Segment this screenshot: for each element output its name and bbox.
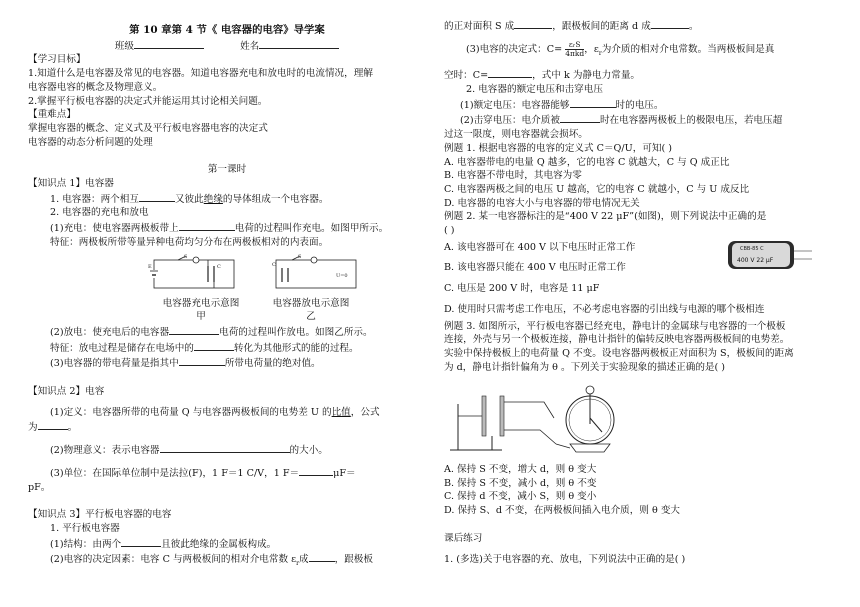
discharging-circuit-diagram [270,254,362,294]
example-3-stem-b: 连接，外壳与另一个极板连接，静电计指针的偏转反映电容器两极板间的电势差。 [444,334,790,346]
example-2-option-a: A. 该电容器可在 400 V 以下电压时正常工作 [444,241,636,253]
kp3-item-1: 1. 平行板电容器 [50,522,120,534]
example-3-stem-a: 例题 3. 如图所示，平行板电容器已经充电，静电计的金属球与电容器的一个极板 [444,320,786,332]
kp1-discharge-feature: 特征：放电过程是储存在电场中的 转化为其他形式的能的过程。 [28,340,426,356]
svg-text:S: S [184,253,188,260]
example-3-option-a: A. 保持 S 不变，增大 d，则 θ 变大 [444,464,597,476]
formula-numerator: εᵣS [565,41,584,50]
class-label: 班级 [114,40,134,52]
decision-formula: (3)电容的决定式：C= εᵣS 4πkd ，$\varepsilon_r$为介质的相对介电常数。当两极板间是真 [466,39,775,58]
kp1-discharge: (2)放电：使充电后的电容器 电荷的过程叫作放电。如图乙所示。 [28,324,426,340]
practice-header: 课后练习 [444,532,483,544]
class-blank [134,38,204,49]
vacuum-formula: 空时：C= ，式中 k 为静电力常量。 [444,67,836,83]
example-3-option-d: D. 保持 S、d 不变，在两极板间插入电介质，则 θ 变大 [444,505,681,517]
figure-captions [146,297,426,311]
breakdown-voltage: (2)击穿电压：电介质被 时在电容器两极板上的极限电压，若电压超 [444,112,836,128]
svg-text:E: E [148,263,152,270]
area-distance-line: 的正对面积 S 成 ，跟极板间的距离 d 成 。 [444,18,836,34]
svg-text:C: C [272,261,276,268]
kp1-charge: (1)充电：使电容器两极板带上 电荷的过程叫作充电。如图甲所示。 [28,220,426,236]
left-column [28,22,426,571]
example-3-stem-d: 为 d，静电计指针偏角为 θ 。下列关于实验现象的描述正确的是( ) [444,361,726,373]
class-name-line [28,38,426,54]
kp3-structure: (1)结构：由两个 且彼此绝缘的金属板构成。 [28,536,426,552]
example-3-option-b: B. 保持 S 不变，减小 d，则 θ 不变 [444,477,597,489]
right-column [444,18,836,566]
example-3-stem-c: 实验中保持极板上的电荷量 Q 不变。设电容器两极板正对面积为 S，极板间的距离 [444,347,794,359]
name-blank [259,38,339,49]
circuit-figures [148,254,426,294]
example-2-option-c: C. 电压是 200 V 时，电容是 11 μF [444,283,600,295]
kp2-unit-cont: pF。 [28,481,51,493]
electrometer-apparatus-diagram [444,378,654,456]
example-1-option-b: B. 电容器不带电时，其电容为零 [444,170,582,182]
svg-text:U=0: U=0 [336,272,348,279]
svg-text:S: S [298,253,302,260]
example-2-paren: ( ) [444,225,455,237]
example-1-option-d: D. 电容器的电容大小与电容器的带电情况无关 [444,197,640,209]
example-1-stem: 例题 1. 根据电容器的电容的定义式 C＝Q/U，可知( ) [444,142,673,154]
example-2-stem: 例题 2. 某一电容器标注的是“400 V 22 μF”(如图)，则下列说法中正确的是 [444,211,767,223]
kp2-unit: (3)单位：在国际单位制中是法拉(F)，1 F＝1 C/V，1 F＝ μF＝ [28,465,426,481]
svg-text:C: C [217,263,221,270]
example-2-option-d: D. 使用时只需考虑工作电压，不必考虑电容器的引出线与电源的哪个极相连 [444,303,765,315]
example-1-option-a: A. 电容器带电的电量 Q 越多，它的电容 C 就越大，C 与 Q 成正比 [444,156,730,168]
kp1-item-2: 2. 电容器的充电和放电 [50,207,149,219]
goals-header: 【学习目标】 [28,54,86,66]
kp1-header: 【知识点 1】电容器 [28,178,114,190]
goal-1b: 电容器电容的概念及物理意义。 [28,81,163,93]
rated-voltage: (1)额定电压：电容器能够 时的电压。 [444,97,836,113]
example-2-options [444,241,836,317]
kp1-charge-amount: (3)电容器的带电荷量是指其中 所带电荷量的绝对值。 [28,355,426,371]
figure-labels [146,310,426,324]
charging-circuit-diagram [148,254,240,294]
kp1-charge-feature: 特征：两极板所带等量异种电荷均匀分布在两极板相对的内表面。 [50,236,329,248]
figure-label-yi: 乙 [306,311,316,323]
kp3-header: 【知识点 3】平行板电容器的电容 [28,509,172,521]
goal-1a: 1.知道什么是电容器及常见的电容器。知道电容器充电和放电时的电流情况，理解 [28,68,373,80]
key-header: 【重难点】 [28,109,76,121]
practice-question-1: 1. (多选)关于电容器的充、放电，下列说法中正确的是( ) [444,553,686,565]
capacitor-model-text: CBB-85 C [740,245,764,252]
goal-2: 2.掌握平行板电容器的决定式并能运用其讨论相关问题。 [28,95,268,107]
rated-voltage-header: 2. 电容器的额定电压和击穿电压 [466,84,603,96]
charging-caption: 电容器充电示意图 [162,297,240,309]
kp3-factors: (2)电容的决定因素：电容 C 与两极板间的相对介电常数 $\varepsilon_r$成 ，跟极板 [28,551,426,571]
kp2-meaning: (2)物理意义：表示电容器 的大小。 [28,442,426,458]
example-1-option-c: C. 电容器两极之间的电压 U 越高，它的电容 C 就越小，C 与 U 成反比 [444,183,750,195]
key-point-1: 掌握电容器的概念、定义式及平行板电容器电容的决定式 [28,122,268,134]
capacitor-rating-text: 400 V 22 μF [737,256,774,264]
discharging-caption: 电容器放电示意图 [272,297,350,309]
figure-label-jia: 甲 [196,311,206,323]
kp1-item-1: 1. 电容器：两个相互 又彼此绝缘的导体组成一个电容器。 [28,191,426,207]
example-2-option-b: B. 该电容器只能在 400 V 电压时正常工作 [444,262,626,274]
name-label: 姓名 [240,40,260,52]
key-point-2: 电容器的动态分析问题的处理 [28,136,153,148]
kp2-definition: (1)定义：电容器所带的电荷量 Q 与电容器两极板间的电势差 U 的比值，公式 [50,406,380,418]
kp2-header: 【知识点 2】电容 [28,386,105,398]
breakdown-voltage-cont: 过这一限度，则电容器就会损坏。 [444,129,588,141]
kp2-definition-cont: 为 。 [28,419,426,435]
capacitor-photo [726,237,814,273]
lesson-label: 第一课时 [207,164,247,176]
worksheet-title: 第 10 章第 4 节《 电容器的电容》导学案 [129,24,325,36]
example-3-option-c: C. 保持 d 不变，减小 S，则 θ 变小 [444,491,597,503]
formula-denominator: 4πkd [565,48,585,58]
